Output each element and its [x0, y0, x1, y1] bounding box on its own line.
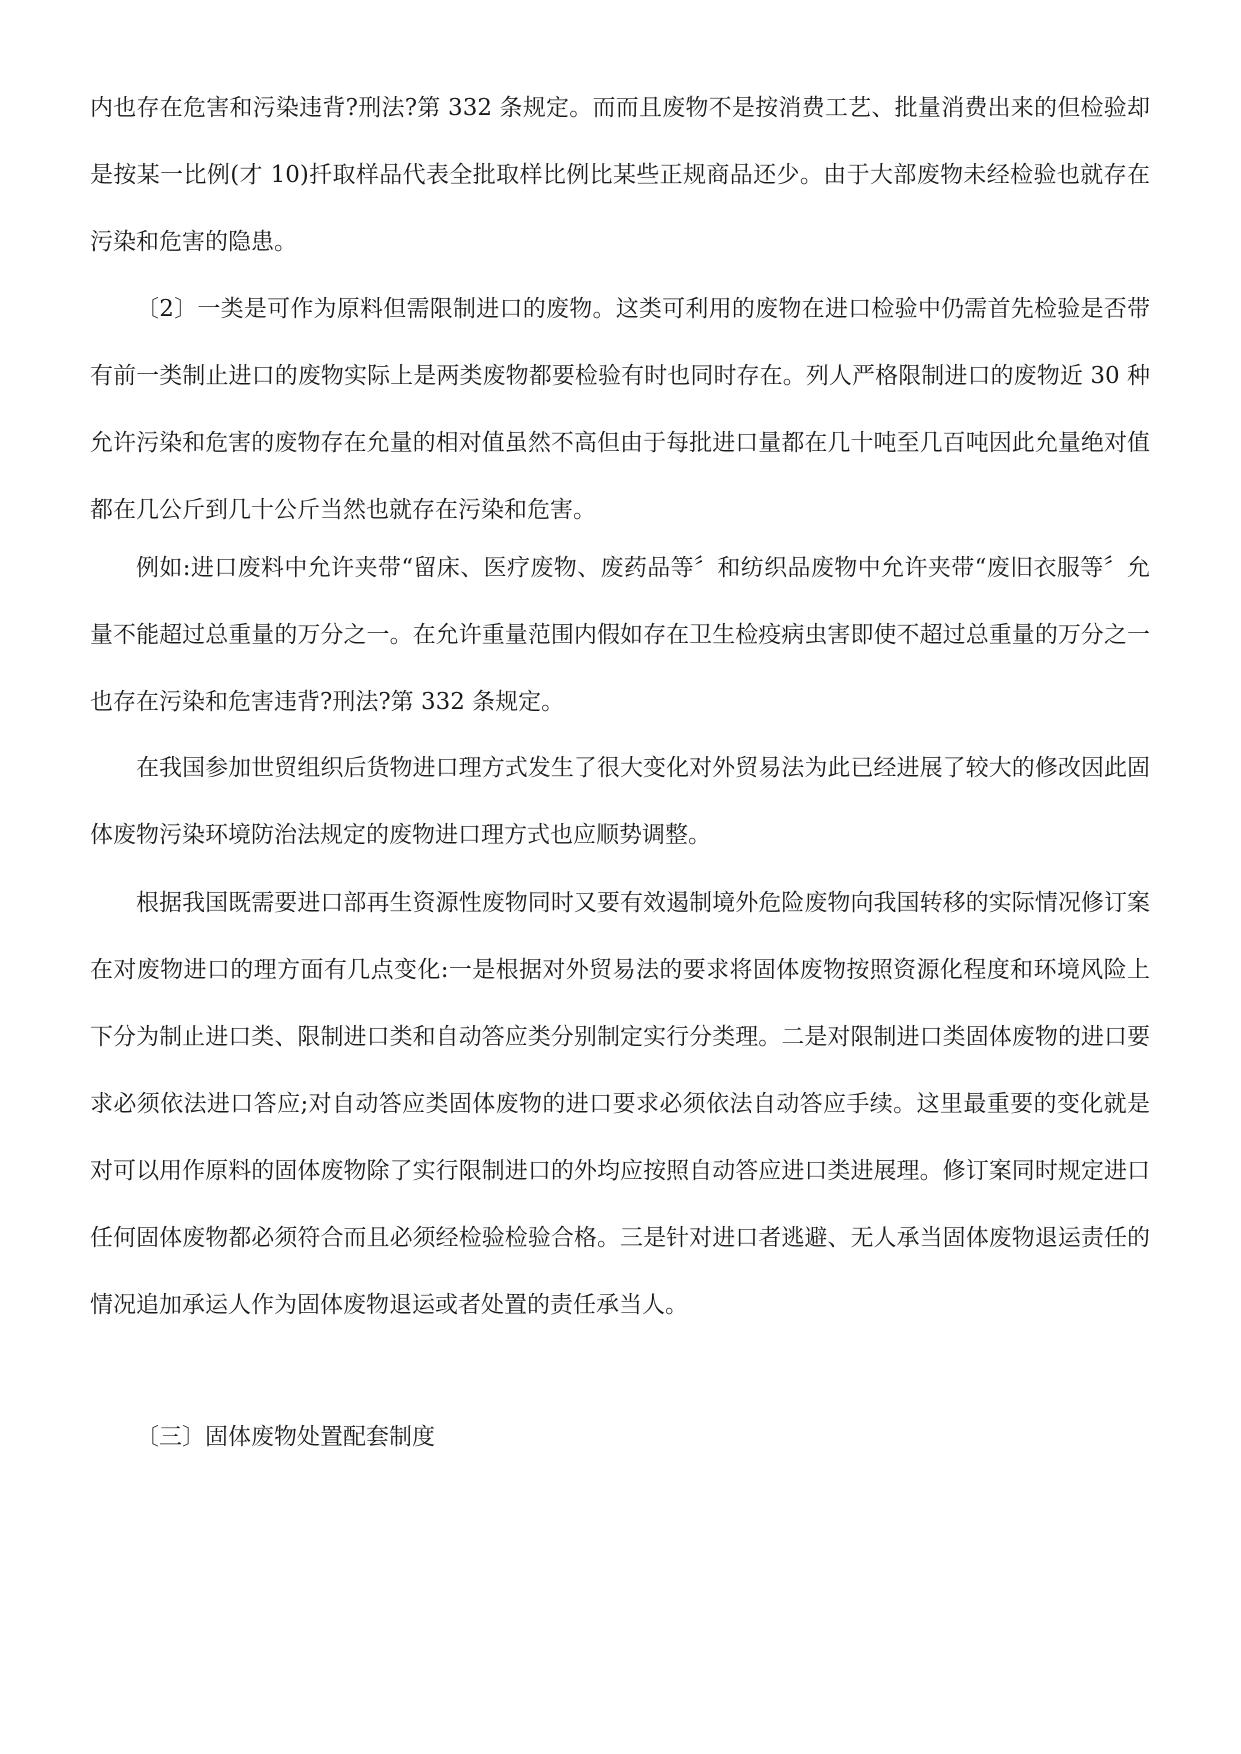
paragraph-revision-changes: 根据我国既需要进口部再生资源性废物同时又要有效遏制境外危险废物向我国转移的实际情况修订案在对废物进口的理方面有几点变化:一是根据对外贸易法的要求将固体废物按照资源化程度和环境风险上下分为制止进口类、限制进口类和自动答应类分别制定实行分类理。二是对限制进口类固体废物的进口要求必须依法进口答应;对自动答应类固体废物的进口要求必须依法自动答应手续。这里最重要的变化就是对可以用作原料的固体废物除了实行限制进口的外均应按照自动答应进口类进展理。修订案同时规定进口任何固体废物都必须符合而且必须经检验检验合格。三是针对进口者逃避、无人承当固体废物退运责任的情况追加承运人作为固体废物退运或者处置的责任承当人。: [90, 890, 1150, 1318]
section-heading: 〔三〕固体废物处置配套制度: [136, 1424, 435, 1450]
paragraph-example: 例如:进口废料中允许夹带“留床、医疗废物、废药品等〞和纺织品废物中允许夹带“废旧衣服等〞允量不能超过总重量的万分之一。在允许重量范围内假如存在卫生检疫病虫害即使不超过总重量的万分之一也存在污染和危害违背?刑法?第 332 条规定。: [90, 555, 1150, 715]
paragraph-continuation: 内也存在危害和污染违背?刑法?第 332 条规定。而而且废物不是按消费工艺、批量消费出来的但检验却是按某一比例(才 10)扦取样品代表全批取样比例比某些正规商品还少。由于大部废物未经检验也就存在污染和危害的隐患。: [90, 95, 1150, 255]
paragraph-wto-import-management: 在我国参加世贸组织后货物进口理方式发生了很大变化对外贸易法为此已经进展了较大的修改因此固体废物污染环境防治法规定的废物进口理方式也应顺势调整。: [90, 755, 1150, 848]
paragraph-restricted-import-waste: 〔2〕一类是可作为原料但需限制进口的废物。这类可利用的废物在进口检验中仍需首先检验是否带有前一类制止进口的废物实际上是两类废物都要检验有时也同时存在。列人严格限制进口的废物近 30 种允许污染和危害的废物存在允量的相对值虽然不高但由于每批进口量都在几十吨至几百吨因此允量绝对值都在几公斤到几十公斤当然也就存在污染和危害。: [90, 296, 1150, 523]
